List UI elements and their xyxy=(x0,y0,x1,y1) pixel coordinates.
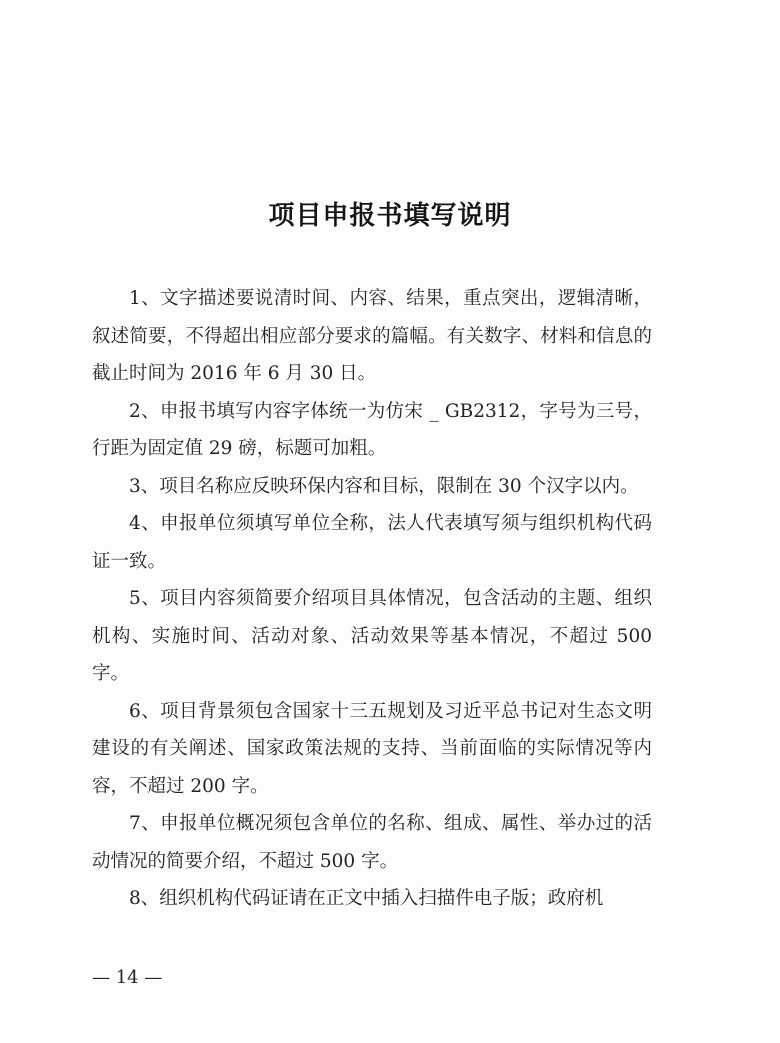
document-title: 项目申报书填写说明 xyxy=(268,201,512,231)
paragraph-3: 3、项目名称应反映环保内容和目标，限制在 30 个汉字以内。 xyxy=(129,475,639,497)
paragraph-7: 7、申报单位概况须包含单位的名称、组成、属性、举办过的活动情况的简要介绍，不超过 500 字。 xyxy=(92,813,652,872)
paragraph-1: 1、文字描述要说清时间、内容、结果，重点突出，逻辑清晰，叙述简要，不得超出相应部分要求的篇幅。有关数字、材料和信息的截止时间为 2016 年 6 月 30 日。 xyxy=(92,288,652,384)
paragraph-2: 2、申报书填写内容字体统一为仿宋 _ GB2312，字号为三号，行距为固定值 29 磅，标题可加粗。 xyxy=(92,400,652,459)
paragraph-4: 4、申报单位须填写单位全称，法人代表填写须与组织机构代码证一致。 xyxy=(92,513,652,572)
page-number: — 14 — xyxy=(92,967,163,988)
paragraph-8: 8、组织机构代码证请在正文中插入扫描件电子版；政府机 xyxy=(129,888,604,909)
paragraph-6: 6、项目背景须包含国家十三五规划及习近平总书记对生态文明建设的有关阐述、国家政策法规的支持、当前面临的实际情况等内容，不超过 200 字。 xyxy=(92,700,652,797)
paragraph-5: 5、项目内容须简要介绍项目具体情况，包含活动的主题、组织机构、实施时间、活动对象、活动效果等基本情况，不超过 500 字。 xyxy=(92,588,652,684)
document-body xyxy=(92,280,652,918)
